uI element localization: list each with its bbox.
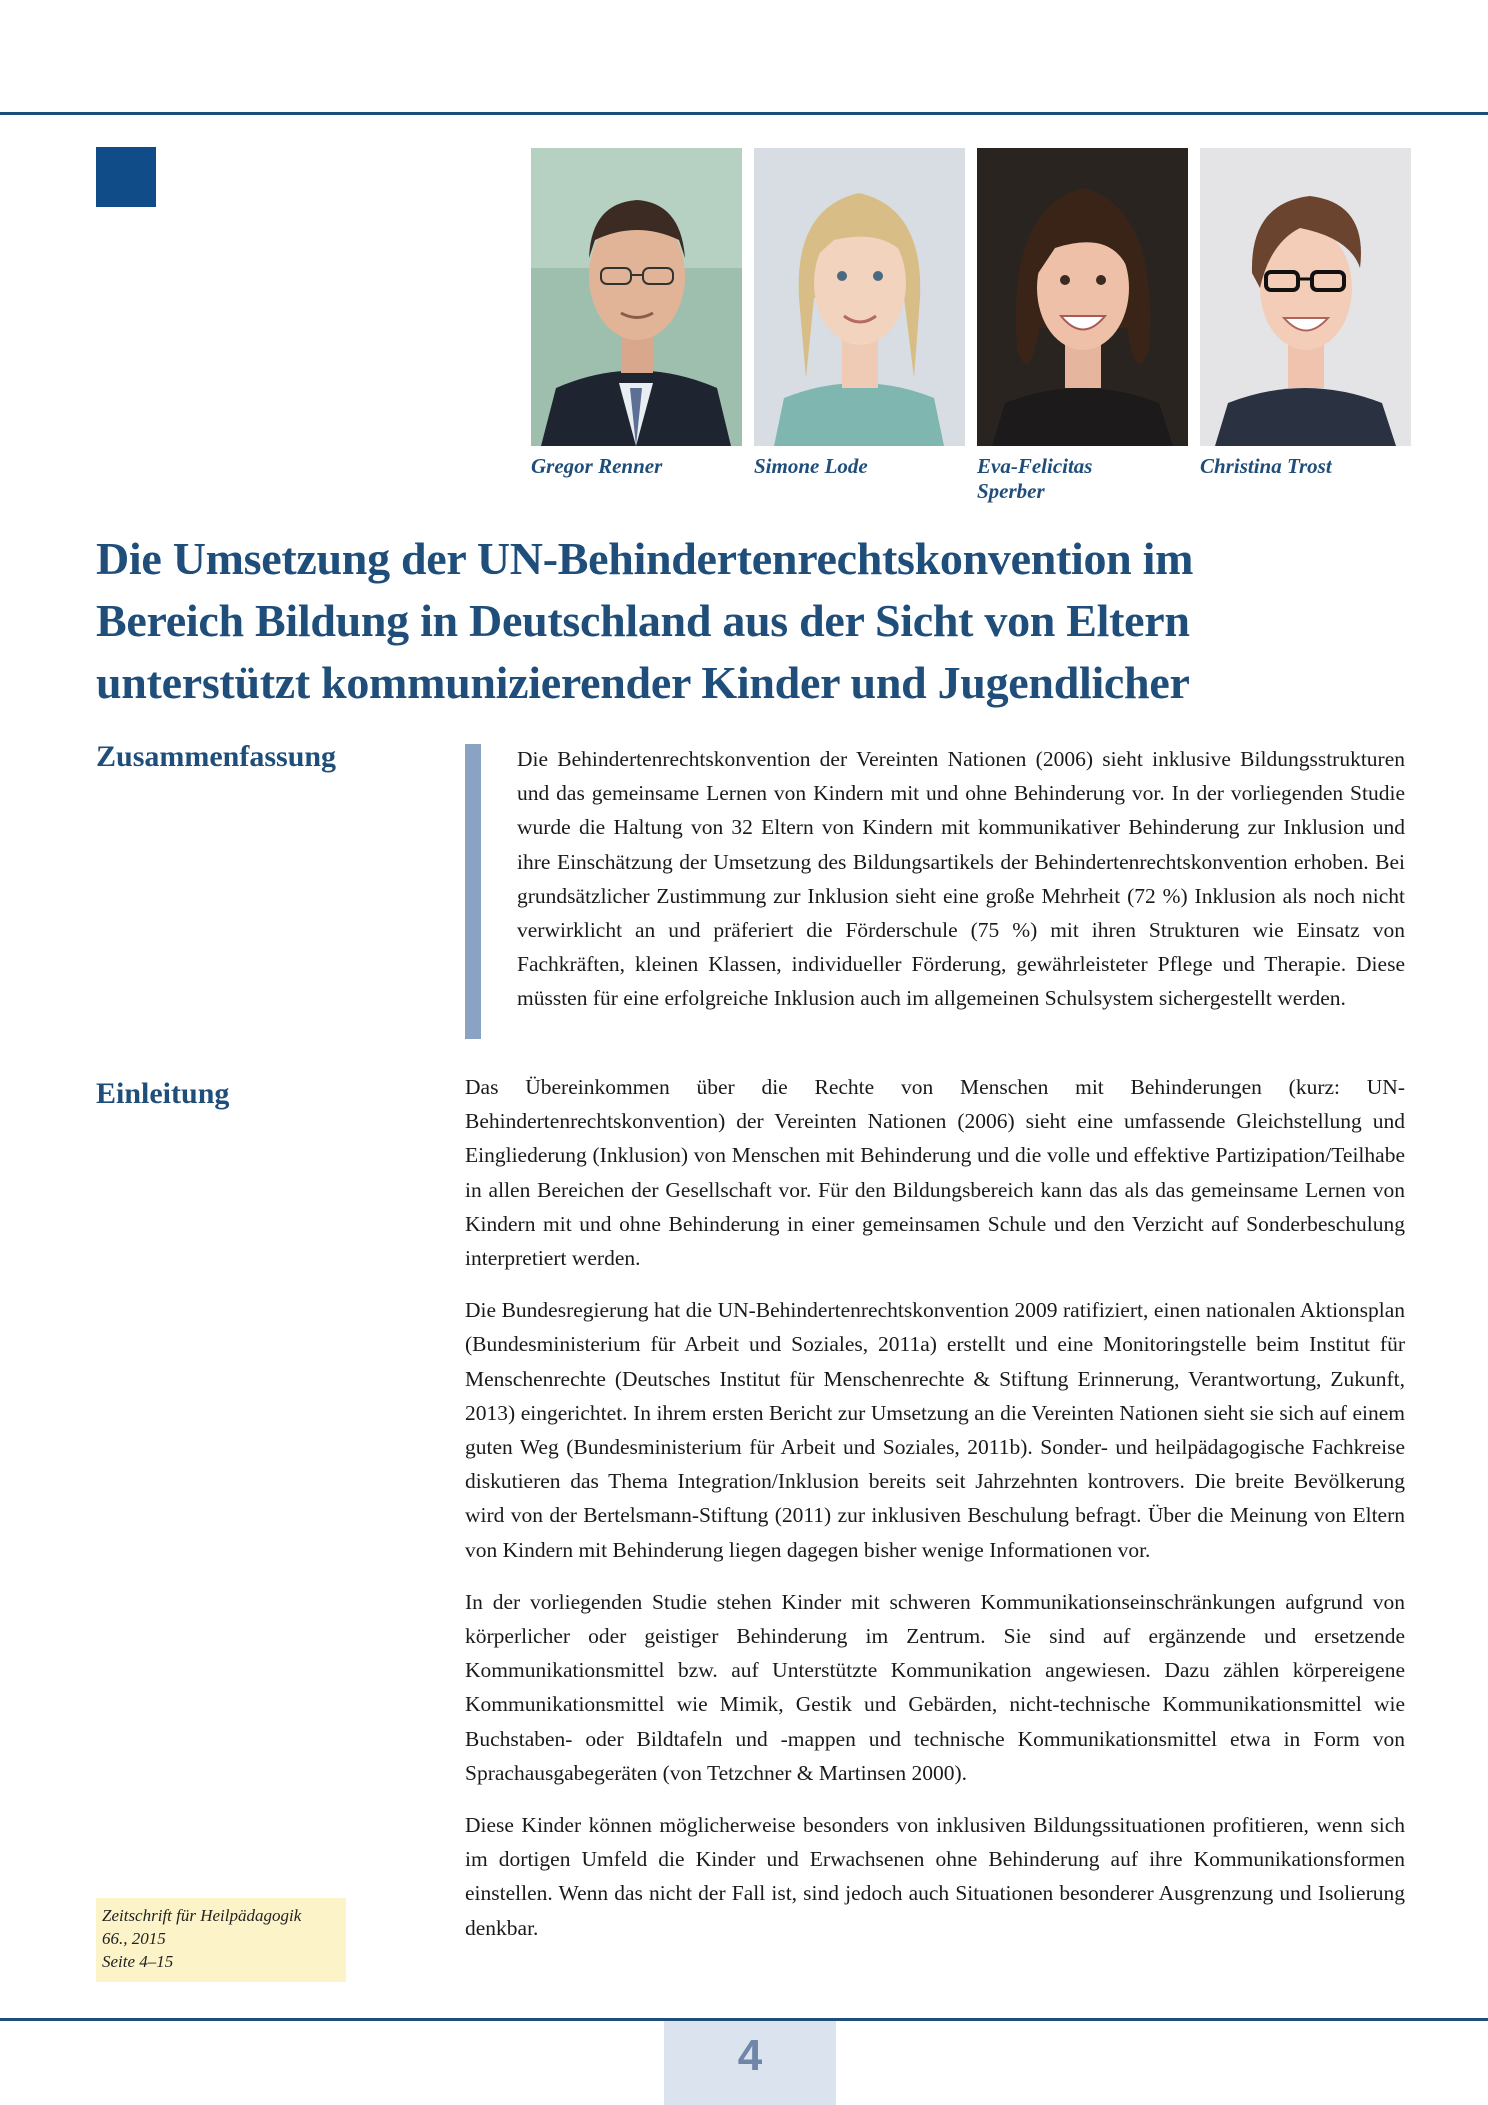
intro-heading: Einleitung bbox=[96, 1077, 230, 1110]
author-card bbox=[754, 148, 965, 479]
body-paragraph: Das Übereinkommen über die Rechte von Menschen mit Behinderungen (kurz: UN-Behindertenrechtskonvention) der Vereinten Nationen (2006) sieht eine umfassende Gleichstellung und Eingliederung (Inklusion) von Menschen mit Behinderung und die volle und effektive Partizipation/Teilhabe in allen Bereichen der Gesellschaft vor. Für den Bildungsbereich kann das als das gemeinsame Lernen von Kindern mit und ohne Behinderung in einer gemeinsamen Schule und den Verzicht auf Sonderbeschulung interpretiert werden. bbox=[465, 1075, 1405, 1271]
body-text bbox=[465, 1070, 1405, 1963]
author-photo bbox=[977, 148, 1188, 446]
page-number: 4 bbox=[737, 2031, 763, 2080]
title-line: unterstützt kommunizierender Kinder und Jugendlicher bbox=[96, 657, 1190, 708]
author-name bbox=[1200, 454, 1411, 479]
journal-citation bbox=[96, 1898, 346, 1982]
blue-square-decoration bbox=[96, 147, 156, 207]
author-photo bbox=[754, 148, 965, 446]
author-card bbox=[531, 148, 742, 479]
page-number-box bbox=[664, 2021, 836, 2105]
body-paragraph: Die Bundesregierung hat die UN-Behindertenrechtskonvention 2009 ratifiziert, einen nationalen Aktionsplan (Bundesministerium für Arbeit und Soziales, 2011a) erstellt und eine Monitoringstelle beim Institut für Menschenrechte (Deutsches Institut für Menschenrechte & Stiftung Erinnerung, Verantwortung, Zukunft, 2013) eingerichtet. In ihrem ersten Bericht zur Umsetzung an die Vereinten Nationen sieht sie sich auf einem guten Weg (Bundesministerium für Arbeit und Soziales, 2011b). Sonder- und heilpädagogische Fachkreise diskutieren das Thema Integration/Inklusion bereits seit Jahrzehnten kontrovers. Die breite Bevölkerung wird von der Bertelsmann-Stiftung (2011) zur inklusiven Beschulung befragt. Über die Meinung von Eltern von Kindern mit Behinderung liegen dagegen bisher wenige Informationen vor. bbox=[465, 1298, 1405, 1562]
author-photo bbox=[531, 148, 742, 446]
author-gallery bbox=[531, 148, 1411, 508]
title-line: Die Umsetzung der UN-Behindertenrechtskonvention im bbox=[96, 533, 1194, 584]
author-name-line: Simone Lode bbox=[754, 454, 868, 478]
journal-name: Zeitschrift für Heilpädagogik bbox=[102, 1906, 302, 1925]
title-line: Bereich Bildung in Deutschland aus der Sicht von Eltern bbox=[96, 595, 1190, 646]
top-rule bbox=[0, 112, 1488, 115]
article-title bbox=[96, 528, 1416, 714]
body-paragraph: In der vorliegenden Studie stehen Kinder mit schweren Kommunikationseinschränkungen aufgrund von körperlicher oder geistiger Behinderung im Zentrum. Sie sind auf ergänzende und ersetzende Kommunikationsmittel bzw. auf Unterstützte Kommunikation angewiesen. Dazu zählen körpereigene Kommunikationsmittel wie Mimik, Gestik und Gebärden, nicht-technische Kommunikationsmittel wie Buchstaben- oder Bildtafeln und -mappen und technische Kommunikationsmittel etwa in Form von Sprachausgabegeräten (von Tetzchner & Martinsen 2000). bbox=[465, 1589, 1405, 1785]
body-paragraph: Diese Kinder können möglicherweise besonders von inklusiven Bildungssituationen profitieren, wenn sich im dortigen Umfeld die Kinder und Erwachsenen ohne Behinderung auf ihre Kommunikationsformen einstellen. Wenn das nicht der Fall ist, sind jedoch auch Situationen besonderer Ausgrenzung und Isolierung denkbar. bbox=[465, 1813, 1405, 1940]
author-name-line: Eva-Felicitas bbox=[977, 454, 1093, 478]
abstract-bar bbox=[465, 744, 481, 1039]
author-name bbox=[754, 454, 965, 479]
author-name bbox=[977, 454, 1188, 504]
author-name bbox=[531, 454, 742, 479]
abstract-text: Die Behindertenrechtskonvention der Vereinten Nationen (2006) sieht inklusive Bildungsstrukturen und das gemeinsame Lernen von Kindern mit und ohne Behinderung vor. In der vorliegenden Studie wurde die Haltung von 32 Eltern von Kindern mit kommunikativer Behinderung zur Inklusion und ihre Einschätzung der Umsetzung des Bildungsartikels der Behindertenrechtskonvention erhoben. Bei grundsätzlicher Zustimmung zur Inklusion sieht eine große Mehrheit (72 %) Inklusion als noch nicht verwirklicht an und präferiert die Förderschule (75 %) mit ihren Strukturen wie Einsatz von Fachkräften, kleinen Klassen, individueller Förderung, gewährleisteter Pflege und Therapie. Diese müssten für eine erfolgreiche Inklusion auch im allgemeinen Schulsystem sichergestellt werden. bbox=[517, 747, 1405, 1011]
author-name-line: Christina Trost bbox=[1200, 454, 1332, 478]
author-name-line: Gregor Renner bbox=[531, 454, 663, 478]
author-card bbox=[977, 148, 1188, 504]
summary-heading: Zusammenfassung bbox=[96, 740, 337, 773]
journal-pages: Seite 4–15 bbox=[102, 1952, 174, 1971]
author-photo bbox=[1200, 148, 1411, 446]
author-card bbox=[1200, 148, 1411, 479]
journal-volume: 66., 2015 bbox=[102, 1929, 166, 1948]
author-name-line: Sperber bbox=[977, 479, 1045, 503]
